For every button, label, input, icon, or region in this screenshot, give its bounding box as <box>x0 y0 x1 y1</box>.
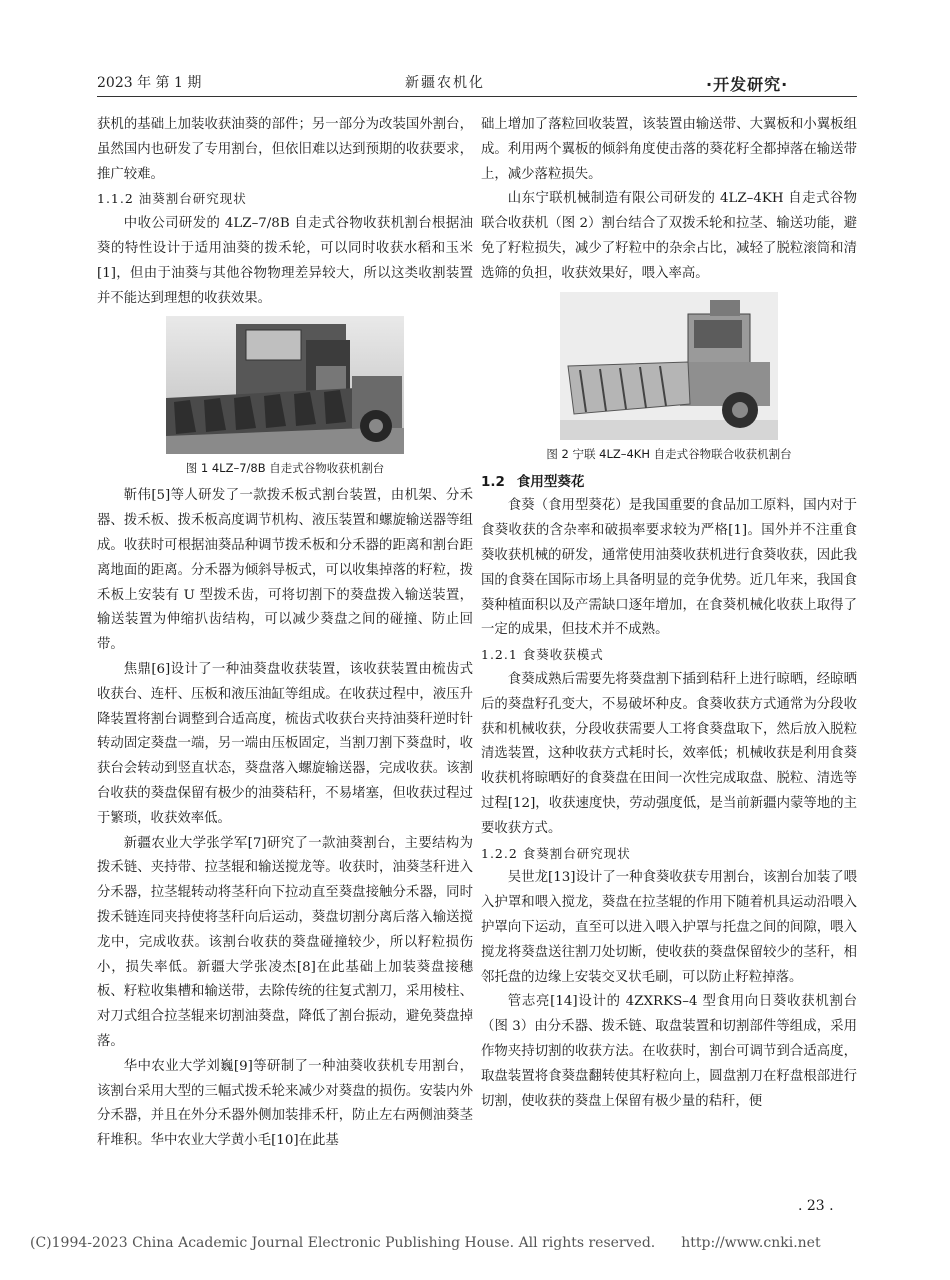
journal-issue: 2023 年 第 1 期 <box>97 75 202 91</box>
subsection-heading-1-1-2: 1.1.2 油葵割台研究现状 <box>97 191 247 207</box>
paragraph: 山东宁联机械制造有限公司研发的 4LZ–4KH 自走式谷物联合收获机（图 2）割台结合了双拨禾轮和拉茎、输送功能，避免了籽粒损失，减少了籽粒中的杂余占比，减轻了脱粒滚筒和清选筛的负担，收获效果好，喂入率高。 <box>481 191 857 281</box>
section-heading-1-2 <box>481 470 857 495</box>
left-column <box>97 113 473 1154</box>
figure-2 <box>481 292 857 464</box>
paragraph: 食葵成熟后需要先将葵盘割下插到秸秆上进行晾晒，经晾晒后的葵盘籽孔变大，不易破坏种皮。食葵收获方式通常为分段收获和机械收获，分段收获需要人工将食葵盘取下，然后放入脱粒清选装置，这种收获方式耗时长，效率低；机械收获是利用食葵收获机将晾晒好的食葵盘在田间一次性完成取盘、脱粒、清选等过程[12]，收获速度快，劳动强度低，是当前新疆内蒙等地的主要收获方式。 <box>481 671 857 836</box>
journal-title: 新疆农机化 <box>405 75 485 91</box>
paragraph: 食葵（食用型葵花）是我国重要的食品加工原料，国内对于食葵收获的含杂率和破损率要求较为严格[1]。国外并不注重食葵收获机械的研发，通常使用油葵收获机进行食葵收获，因此我国的食葵在国际市场上具备明显的竞争优势。近几年来，我国食葵种植面积以及产需缺口逐年增加，在食葵机械化收获上取得了一定的成果，但技术并不成熟。 <box>481 498 857 638</box>
figure-2-caption: 图 2 宁联 4LZ–4KH 自走式谷物联合收获机割台 <box>546 446 792 461</box>
paragraph: 新疆农业大学张学军[7]研究了一款油葵割台，主要结构为拨禾链、夹持带、拉茎辊和输送搅龙等。收获时，油葵茎秆进入分禾器，拉茎辊转动将茎秆向下拉动直至葵盘接触分禾器，同时拨禾链连同夹持使将茎秆向后运动，葵盘切割分离后落入输送搅龙中，完成收获。该割台收获的葵盘碰撞较少，所以籽粒损伤小，损失率低。新疆大学张凌杰[8]在此基础上加装葵盘接穗板、籽粒收集槽和输送带，去除传统的往复式割刀，采用棱柱、对刀式组合拉茎辊来切割油葵盘，降低了割台振动，避免葵盘掉落。 <box>97 835 473 1049</box>
right-column <box>481 113 857 1114</box>
paragraph: 吴世龙[13]设计了一种食葵收获专用割台，该割台加装了喂入护罩和喂入搅龙，葵盘在拉茎辊的作用下随着机具运动沿喂入护罩向下运动，直至可以进入喂入护罩与托盘之间的间隙，喂入搅龙将葵盘送往割刀处切断，使收获的葵盘保留较少的茎秆，相邻托盘的边缘上安装交叉状毛刷，可以防止籽粒掉落。 <box>481 870 857 985</box>
paragraph: 获机的基础上加装收获油葵的部件；另一部分为改装国外割台，虽然国内也研发了专用割台，但依旧难以达到预期的收获要求，推广较难。 <box>97 117 473 182</box>
section-title: 食用型葵花 <box>516 473 585 490</box>
subsection-heading-1-2-2: 1.2.2 食葵割台研究现状 <box>481 845 631 861</box>
subsection-heading-1-2-1: 1.2.1 食葵收获模式 <box>481 647 604 663</box>
paragraph: 靳伟[5]等人研发了一款拨禾板式割台装置，由机架、分禾器、拨禾板、拨禾板高度调节机构、液压装置和螺旋输送器等组成。收获时可根据油葵品种调节拨禾板和分禾器的距离和割台距离地面的距离。分禾器为倾斜导板式，可以收集掉落的籽粒，拨禾板上安装有 U 型拨禾齿，可将切割下的葵盘拨入输送装置，输送装置为伸缩扒齿结构，可以减少葵盘之间的碰撞、防止回带。 <box>97 488 473 653</box>
section-label: ·开发研究· <box>706 75 789 94</box>
figure-1 <box>97 316 473 478</box>
footer-url: http://www.cnki.net <box>681 1235 821 1251</box>
paragraph: 中收公司研发的 4LZ–7/8B 自走式谷物收获机割台根据油葵的特性设计于适用油葵的拨禾轮，可以同时收获水稻和玉米[1]，但由于油葵与其他谷物物理差异较大，所以这类收割装置并不能达到理想的收获效果。 <box>97 216 473 306</box>
figure-1-image <box>166 316 404 454</box>
section-number: 1.2 <box>481 473 505 490</box>
paragraph: 华中农业大学刘巍[9]等研制了一种油葵收获机专用割台，该割台采用大型的三幅式拨禾轮来减少对葵盘的损伤。安装内外分禾器，并且在外分禾器外侧加装排禾杆，防止左右两侧油葵茎秆堆积。华中农业大学黄小毛[10]在此基 <box>97 1058 473 1149</box>
figure-2-image <box>560 292 778 440</box>
paragraph: 础上增加了落粒回收装置，该装置由输送带、大翼板和小翼板组成。利用两个翼板的倾斜角度使击落的葵花籽全都掉落在输送带上，减少落粒损失。 <box>481 117 857 182</box>
footer <box>30 1235 821 1251</box>
figure-1-caption: 图 1 4LZ–7/8B 自走式谷物收获机割台 <box>185 461 385 476</box>
paragraph: 焦鼎[6]设计了一种油葵盘收获装置，该收获装置由梳齿式收获台、连杆、压板和液压油缸等组成。在收获过程中，液压升降装置将割台调整到合适高度，梳齿式收获台夹持油葵秆逆时针转动固定葵盘一端，另一端由压板固定，当割刀割下葵盘时，收获台会转动到竖直状态，葵盘落入螺旋输送器，完成收获。该割台收获的葵盘保留有极少的油葵秸秆，不易堵塞，但收获过程过于繁琐，收获效率低。 <box>97 661 473 826</box>
paragraph: 管志亮[14]设计的 4ZXRKS–4 型食用向日葵收获机割台（图 3）由分禾器、拨禾链、取盘装置和切割部件等组成，采用作物夹持切割的收获方法。在收获时，割台可调节到合适高度，取盘装置将食葵盘翻转使其籽粒向上，圆盘割刀在籽盘根部进行切割，使收获的葵盘上保留有极少量的秸秆，便 <box>481 994 857 1109</box>
page-number: . 23 . <box>798 1198 834 1214</box>
header-rule <box>97 96 857 97</box>
copyright-notice: (C)1994-2023 China Academic Journal Electronic Publishing House. All rights reserved. <box>30 1235 656 1251</box>
